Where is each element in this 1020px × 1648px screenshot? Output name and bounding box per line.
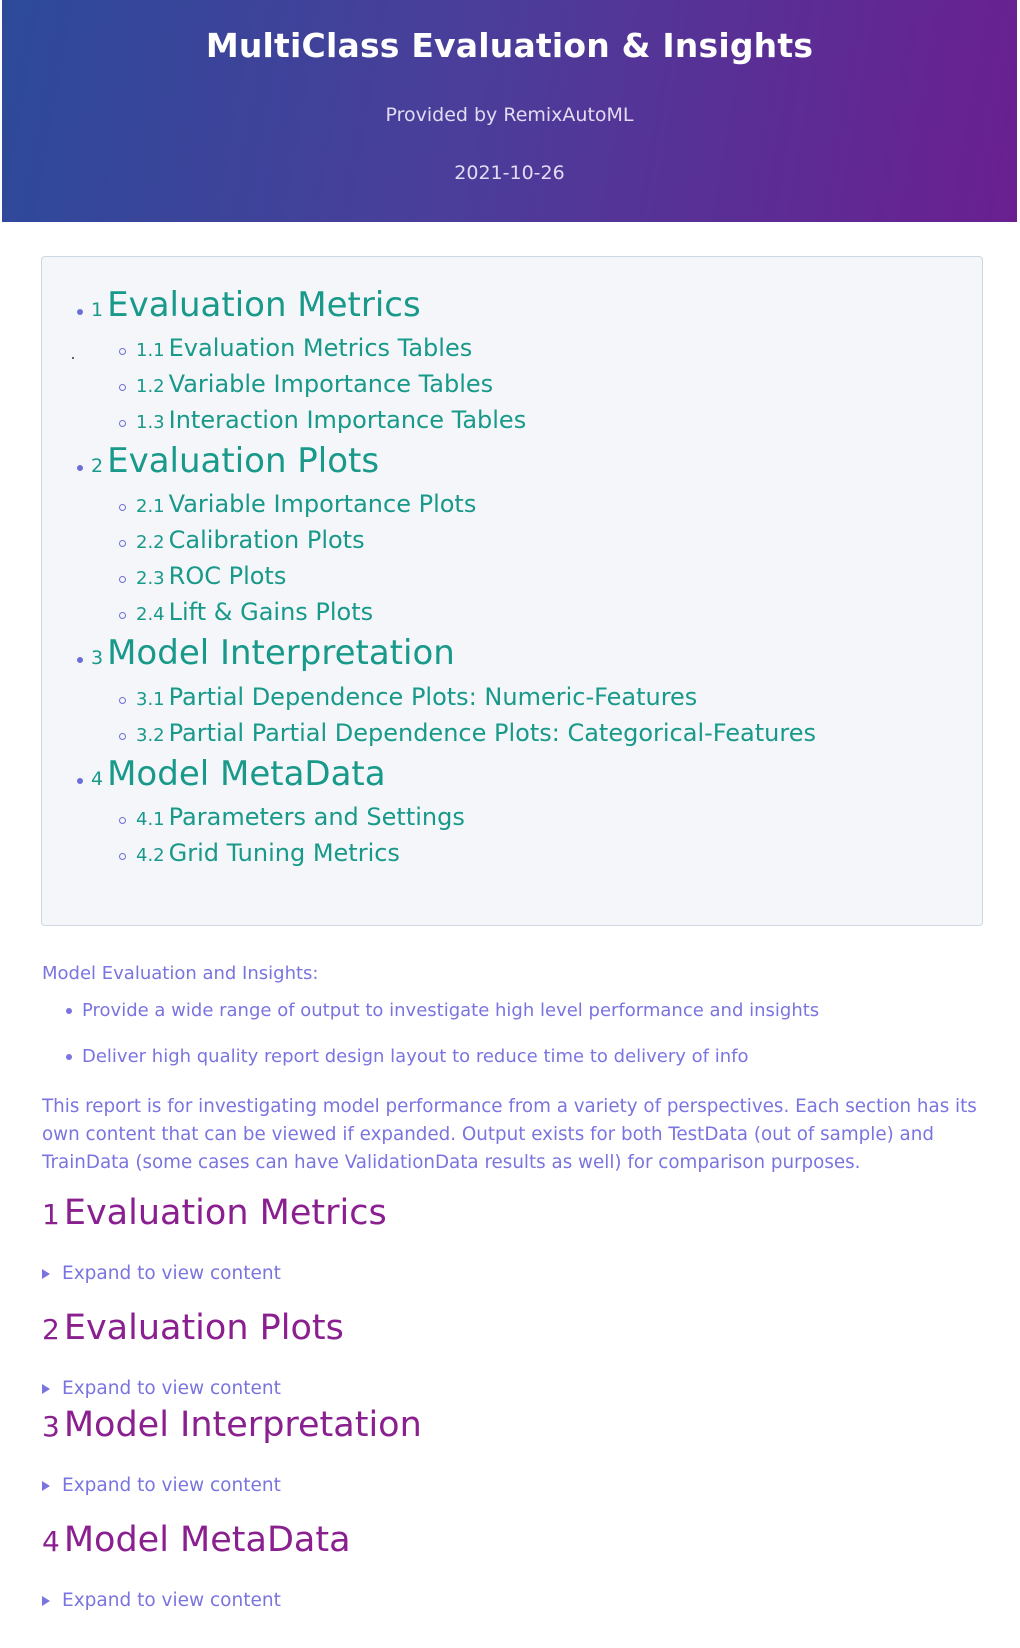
- circle-bullet-icon: [119, 348, 126, 355]
- bullet-icon: [66, 1054, 72, 1060]
- table-of-contents: [41, 256, 983, 926]
- circle-bullet-icon: [119, 612, 126, 619]
- toc-link[interactable]: Interaction Importance Tables: [168, 406, 527, 434]
- toc-subitem[interactable]: 2.1 Variable Importance Plots: [119, 490, 476, 518]
- bullet-icon: [77, 778, 83, 784]
- bullet-icon: [77, 465, 83, 471]
- circle-bullet-icon: [119, 504, 126, 511]
- toc-subitem[interactable]: 2.2 Calibration Plots: [119, 526, 365, 554]
- toc-link[interactable]: Calibration Plots: [168, 526, 365, 554]
- toc-link[interactable]: Grid Tuning Metrics: [168, 839, 400, 867]
- intro-heading: Model Evaluation and Insights:: [42, 963, 319, 984]
- toc-subitem[interactable]: 4.1 Parameters and Settings: [119, 803, 465, 831]
- expand-toggle[interactable]: Expand to view content: [42, 1263, 281, 1284]
- list-item: Deliver high quality report design layout to reduce time to delivery of info: [66, 1046, 748, 1067]
- report-title: MultiClass Evaluation & Insights: [205, 26, 814, 65]
- toc-link[interactable]: Parameters and Settings: [168, 803, 465, 831]
- toc-link[interactable]: Variable Importance Tables: [168, 370, 494, 398]
- toc-link[interactable]: ROC Plots: [168, 562, 287, 590]
- toc-link[interactable]: Variable Importance Plots: [168, 490, 477, 518]
- toc-link[interactable]: Evaluation Metrics: [107, 285, 421, 325]
- bullet-icon: [66, 1008, 72, 1014]
- circle-bullet-icon: [119, 733, 126, 740]
- report-subtitle: Provided by RemixAutoML: [385, 104, 634, 126]
- toc-link[interactable]: Model Interpretation: [107, 633, 455, 673]
- circle-bullet-icon: [119, 817, 126, 824]
- circle-bullet-icon: [119, 853, 126, 860]
- circle-bullet-icon: [119, 384, 126, 391]
- intro-paragraph: This report is for investigating model performance from a variety of perspectives. Each section has its own content that can be viewed if expanded. Output exists for both TestData (out of sample) and TrainData (some cases can have ValidationData results as well) for comparison purposes.: [42, 1096, 977, 1173]
- triangle-right-icon: [42, 1481, 50, 1491]
- toc-subitem[interactable]: 1.2 Variable Importance Tables: [119, 370, 493, 398]
- section-evaluation-metrics: [42, 1193, 942, 1284]
- toc-link[interactable]: Partial Partial Dependence Plots: Categorical-Features: [168, 719, 816, 747]
- toc-subitem[interactable]: 2.4 Lift & Gains Plots: [119, 598, 373, 626]
- section-evaluation-plots: [42, 1308, 942, 1399]
- toc-item-evaluation-plots[interactable]: 2 Evaluation Plots: [77, 441, 379, 481]
- toc-link[interactable]: Evaluation Plots: [107, 441, 380, 481]
- section-model-metadata: [42, 1520, 942, 1611]
- section-heading: 3 Model Interpretation: [42, 1405, 422, 1445]
- toc-subitem[interactable]: 3.1 Partial Dependence Plots: Numeric-Features: [119, 683, 697, 711]
- bullet-icon: [77, 309, 83, 315]
- toc-link[interactable]: Partial Dependence Plots: Numeric-Features: [168, 683, 698, 711]
- section-heading: 1 Evaluation Metrics: [42, 1193, 387, 1233]
- toc-subitem[interactable]: 3.2 Partial Partial Dependence Plots: Categorical-Features: [119, 719, 816, 747]
- bullet-icon: [77, 657, 83, 663]
- toc-item-model-interpretation[interactable]: 3 Model Interpretation: [77, 633, 455, 673]
- circle-bullet-icon: [119, 540, 126, 547]
- expand-toggle[interactable]: Expand to view content: [42, 1475, 281, 1496]
- report-header: [2, 0, 1017, 222]
- section-heading: 2 Evaluation Plots: [42, 1308, 344, 1348]
- toc-subitem[interactable]: 1.3 Interaction Importance Tables: [119, 406, 526, 434]
- circle-bullet-icon: [119, 420, 126, 427]
- toc-item-model-metadata[interactable]: 4 Model MetaData: [77, 754, 386, 794]
- toc-subitem[interactable]: 4.2 Grid Tuning Metrics: [119, 839, 400, 867]
- toc-subitem[interactable]: 1.1 Evaluation Metrics Tables: [119, 334, 472, 362]
- circle-bullet-icon: [119, 697, 126, 704]
- toc-item-evaluation-metrics[interactable]: 1 Evaluation Metrics: [77, 285, 421, 325]
- expand-toggle[interactable]: Expand to view content: [42, 1590, 281, 1611]
- section-heading: 4 Model MetaData: [42, 1520, 351, 1560]
- report-date: 2021-10-26: [454, 162, 565, 184]
- section-model-interpretation: [42, 1405, 942, 1496]
- toc-subitem[interactable]: 2.3 ROC Plots: [119, 562, 286, 590]
- expand-toggle[interactable]: Expand to view content: [42, 1378, 281, 1399]
- triangle-right-icon: [42, 1269, 50, 1279]
- triangle-right-icon: [42, 1384, 50, 1394]
- toc-link[interactable]: Evaluation Metrics Tables: [168, 334, 473, 362]
- circle-bullet-icon: [119, 576, 126, 583]
- toc-link[interactable]: Lift & Gains Plots: [168, 598, 374, 626]
- stray-dot: [72, 357, 74, 359]
- triangle-right-icon: [42, 1596, 50, 1606]
- toc-link[interactable]: Model MetaData: [107, 754, 386, 794]
- list-item: Provide a wide range of output to investigate high level performance and insights: [66, 1000, 819, 1021]
